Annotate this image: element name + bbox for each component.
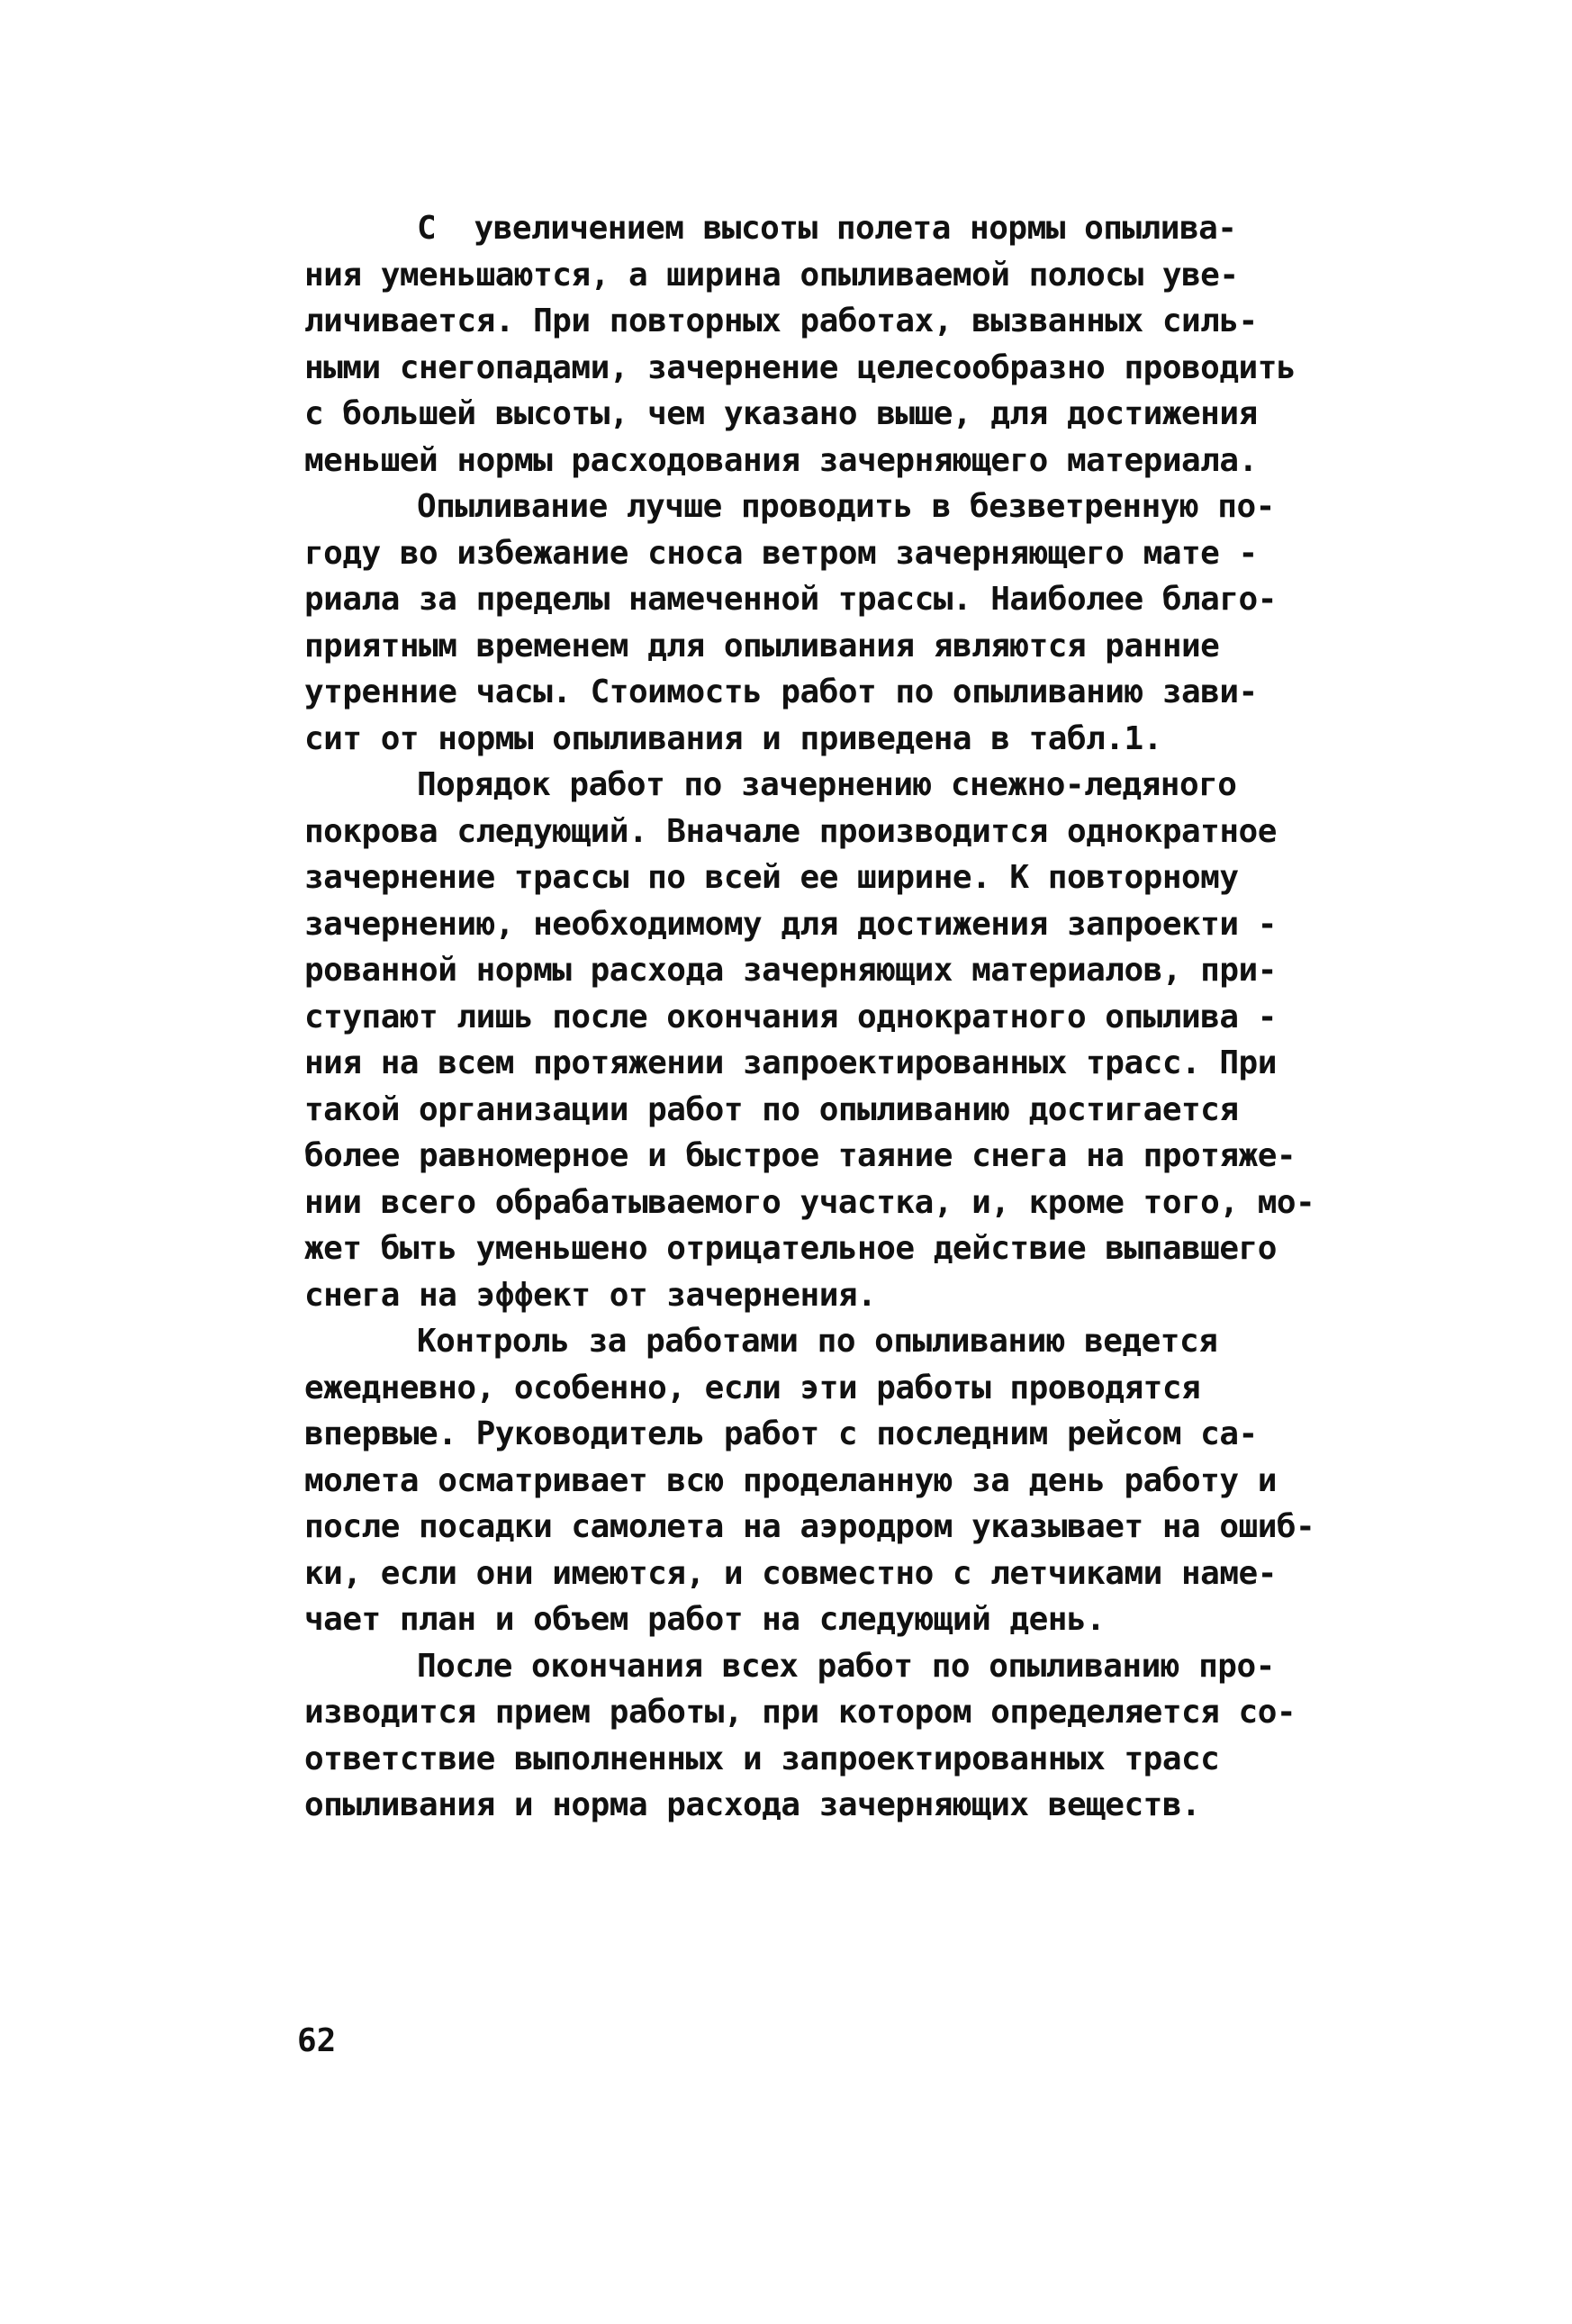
text-line: риала за пределы намеченной трассы. Наиболее благо- — [304, 581, 1277, 618]
text-line: году во избежание сноса ветром зачерняющего мате - — [304, 534, 1258, 572]
text-line: меньшей нормы расходования зачерняющего материала. — [304, 441, 1258, 479]
paragraph-1 — [304, 205, 1502, 484]
text-line: впервые. Руководитель работ с последним рейсом са- — [304, 1415, 1258, 1452]
text-line: изводится прием работы, при котором определяется со- — [304, 1694, 1296, 1731]
text-line: ступают лишь после окончания однократного опылива - — [304, 998, 1277, 1035]
body-text — [304, 205, 1502, 1829]
page-number: 62 — [297, 2022, 337, 2059]
text-line: С увеличением высоты полета нормы опылива- — [417, 210, 1237, 247]
text-line: рованной нормы расхода зачерняющих материалов, при- — [304, 952, 1277, 989]
text-line: После окончания всех работ по опыливанию про- — [417, 1647, 1275, 1685]
text-line: ными снегопадами, зачернение целесообразно проводить — [304, 348, 1296, 386]
text-line: Опыливание лучше проводить в безветренную по- — [417, 488, 1275, 525]
text-line: после посадки самолета на аэродром указывает на ошиб- — [304, 1508, 1315, 1545]
paragraph-4 — [304, 1318, 1502, 1643]
paragraph-5 — [304, 1643, 1502, 1829]
paragraph-3 — [304, 762, 1502, 1318]
text-line: с большей высоты, чем указано выше, для достижения — [304, 395, 1258, 432]
text-line: сит от нормы опыливания и приведена в табл.1. — [304, 719, 1162, 757]
text-line: более равномерное и быстрое таяние снега на протяже- — [304, 1137, 1296, 1174]
text-line: чает план и объем работ на следующий день. — [304, 1601, 1106, 1638]
text-line: ния уменьшаются, а ширина опыливаемой полосы уве- — [304, 256, 1239, 294]
text-line: снега на эффект от зачернения. — [304, 1276, 877, 1314]
text-line: молета осматривает всю проделанную за день работу и — [304, 1461, 1277, 1499]
text-line: опыливания и норма расхода зачерняющих веществ. — [304, 1786, 1201, 1823]
text-line: жет быть уменьшено отрицательное действие выпавшего — [304, 1230, 1277, 1267]
text-line: ежедневно, особенно, если эти работы проводятся — [304, 1369, 1201, 1406]
text-line: Контроль за работами по опыливанию ведется — [417, 1323, 1218, 1360]
paragraph-2 — [304, 484, 1502, 762]
text-line: зачернению, необходимому для достижения запроекти - — [304, 905, 1277, 943]
text-line: нии всего обрабатываемого участка, и, кроме того, мо- — [304, 1183, 1315, 1221]
text-line: покрова следующий. Вначале производится однократное — [304, 812, 1277, 850]
text-line: ния на всем протяжении запроектированных трасс. При — [304, 1044, 1277, 1081]
text-line: зачернение трассы по всей ее ширине. К повторному — [304, 859, 1239, 896]
text-line: ответствие выполненных и запроектированных трасс — [304, 1740, 1220, 1777]
text-line: утренние часы. Стоимость работ по опыливанию зави- — [304, 674, 1258, 710]
text-line: такой организации работ по опыливанию достигается — [304, 1090, 1239, 1128]
text-line: ки, если они имеются, и совместно с летчиками наме- — [304, 1554, 1277, 1592]
text-line: личивается. При повторных работах, вызванных силь- — [304, 303, 1258, 339]
text-line: Порядок работ по зачернению снежно-ледяного — [417, 766, 1237, 803]
text-line: приятным временем для опыливания являются ранние — [304, 627, 1220, 665]
